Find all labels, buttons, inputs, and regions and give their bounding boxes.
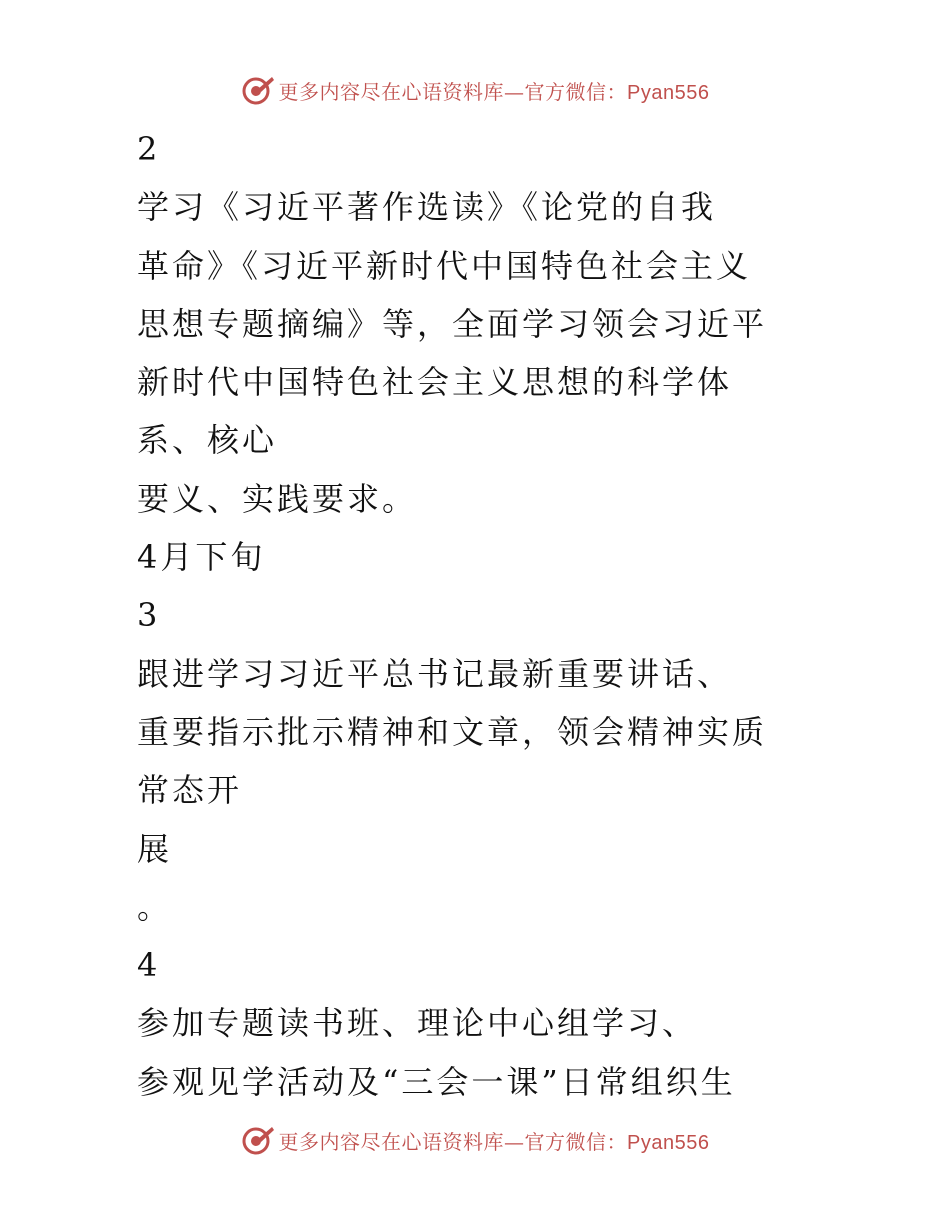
text-line: 参观见学活动及“三会一课”日常组织生 <box>137 1062 736 1101</box>
text-line: 常态开 <box>137 771 243 810</box>
document-body <box>137 120 897 1111</box>
text-line: 新时代中国特色社会主义思想的科学体 <box>137 363 733 402</box>
pen-logo-icon <box>241 1123 275 1157</box>
text-line: 3 <box>137 596 161 635</box>
text-line: 思想专题摘编》等，全面学习领会习近平 <box>137 304 768 343</box>
text-line: 系、核心 <box>137 421 278 460</box>
text-line: 重要指示批示精神和文章，领会精神实质 <box>137 712 768 751</box>
header-watermark <box>0 70 950 110</box>
watermark-wechat-id: Pyan556 <box>627 81 710 104</box>
text-line: 跟进学习习近平总书记最新重要讲话、 <box>137 654 733 693</box>
text-line: 展 <box>137 829 173 868</box>
footer-watermark <box>0 1120 950 1160</box>
watermark-text: 更多内容尽在心语资料库—官方微信： <box>278 1129 628 1154</box>
text-line: 2 <box>137 130 161 168</box>
text-line: 革命》《习近平新时代中国特色社会主义 <box>137 246 752 285</box>
text-line: 4月下旬 <box>137 538 266 577</box>
watermark-text: 更多内容尽在心语资料库—官方微信： <box>278 79 628 104</box>
text-line: 。 <box>137 887 173 926</box>
pen-logo-icon <box>241 73 275 107</box>
text-line: 4 <box>137 946 161 985</box>
text-line: 参加专题读书班、理论中心组学习、 <box>137 1004 698 1043</box>
watermark-wechat-id: Pyan556 <box>627 1131 710 1154</box>
text-line: 学习《习近平著作选读》《论党的自我 <box>137 188 717 227</box>
text-line: 要义、实践要求。 <box>137 479 418 518</box>
